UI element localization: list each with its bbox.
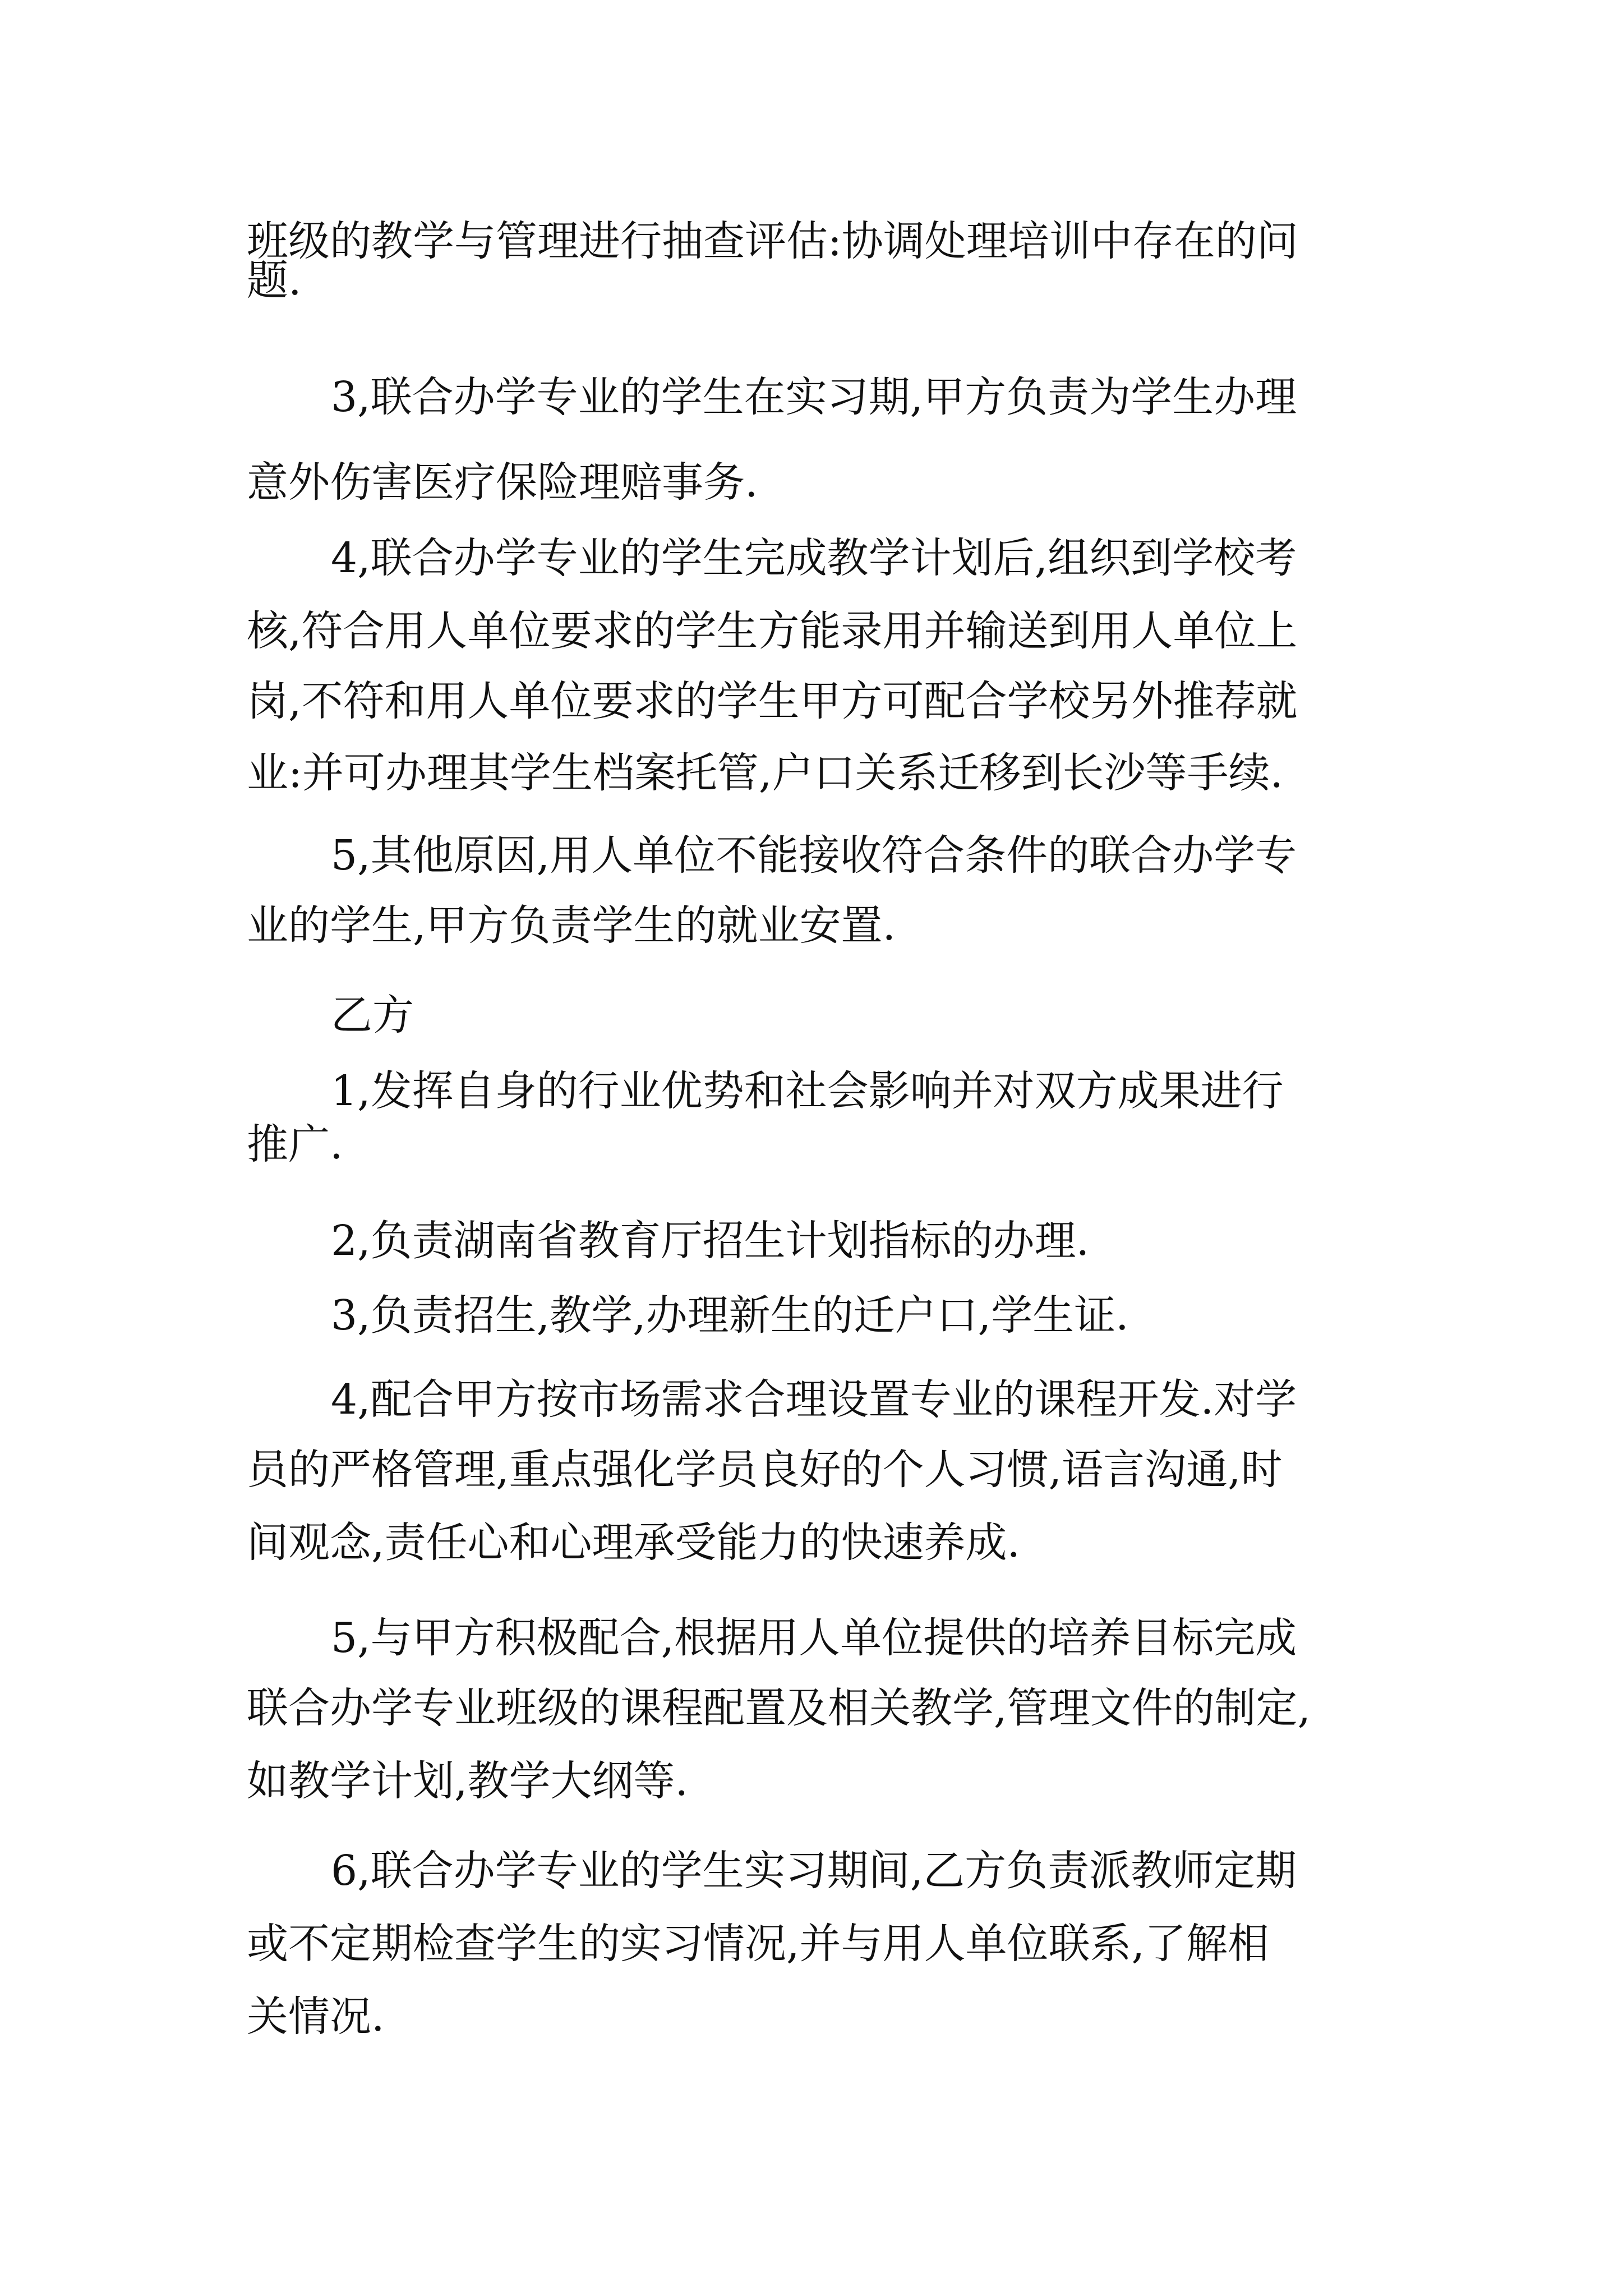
text-line: 3,负责招生,教学,办理新生的迁户口,学生证. [331,1291,1129,1340]
text-line: 班级的教学与管理进行抽查评估:协调处理培训中存在的问 [247,217,1298,265]
text-line: 2,负责湖南省教育厅招生计划指标的办理. [331,1217,1090,1265]
text-line: 题. [247,256,302,305]
text-line: 关情况. [247,1993,385,2041]
text-line: 业:并可办理其学生档案托管,户口关系迁移到长沙等手续. [247,749,1283,797]
text-line: 岗,不符和用人单位要求的学生甲方可配合学校另外推荐就 [247,677,1298,725]
text-line: 意外伤害医疗保险理赔事务. [247,458,758,507]
text-line: 4,配合甲方按市场需求合理设置专业的课程开发.对学 [331,1375,1297,1424]
text-line: 5,与甲方积极配合,根据用人单位提供的培养目标完成 [331,1614,1297,1662]
section-heading: 乙方 [331,991,414,1039]
text-line: 或不定期检查学生的实习情况,并与用人单位联系,了解相 [247,1920,1270,1968]
text-line: 4,联合办学专业的学生完成教学计划后,组织到学校考 [331,534,1297,582]
text-line: 如教学计划,教学大纲等. [247,1757,689,1805]
text-line: 5,其他原因,用人单位不能接收符合条件的联合办学专 [331,831,1297,880]
text-line: 6,联合办学专业的学生实习期间,乙方负责派教师定期 [331,1847,1297,1895]
text-line: 1,发挥自身的行业优势和社会影响并对双方成果进行 [331,1067,1284,1115]
text-line: 核,符合用人单位要求的学生方能录用并输送到用人单位上 [247,607,1298,655]
text-line: 3,联合办学专业的学生在实习期,甲方负责为学生办理 [331,373,1297,421]
text-line: 间观念,责任心和心理承受能力的快速养成. [247,1519,1021,1567]
text-line: 联合办学专业班级的课程配置及相关教学,管理文件的制定, [247,1684,1311,1732]
text-line: 业的学生,甲方负责学生的就业安置. [247,901,896,950]
text-line: 员的严格管理,重点强化学员良好的个人习惯,语言沟通,时 [247,1446,1283,1494]
text-line: 推广. [247,1120,343,1168]
